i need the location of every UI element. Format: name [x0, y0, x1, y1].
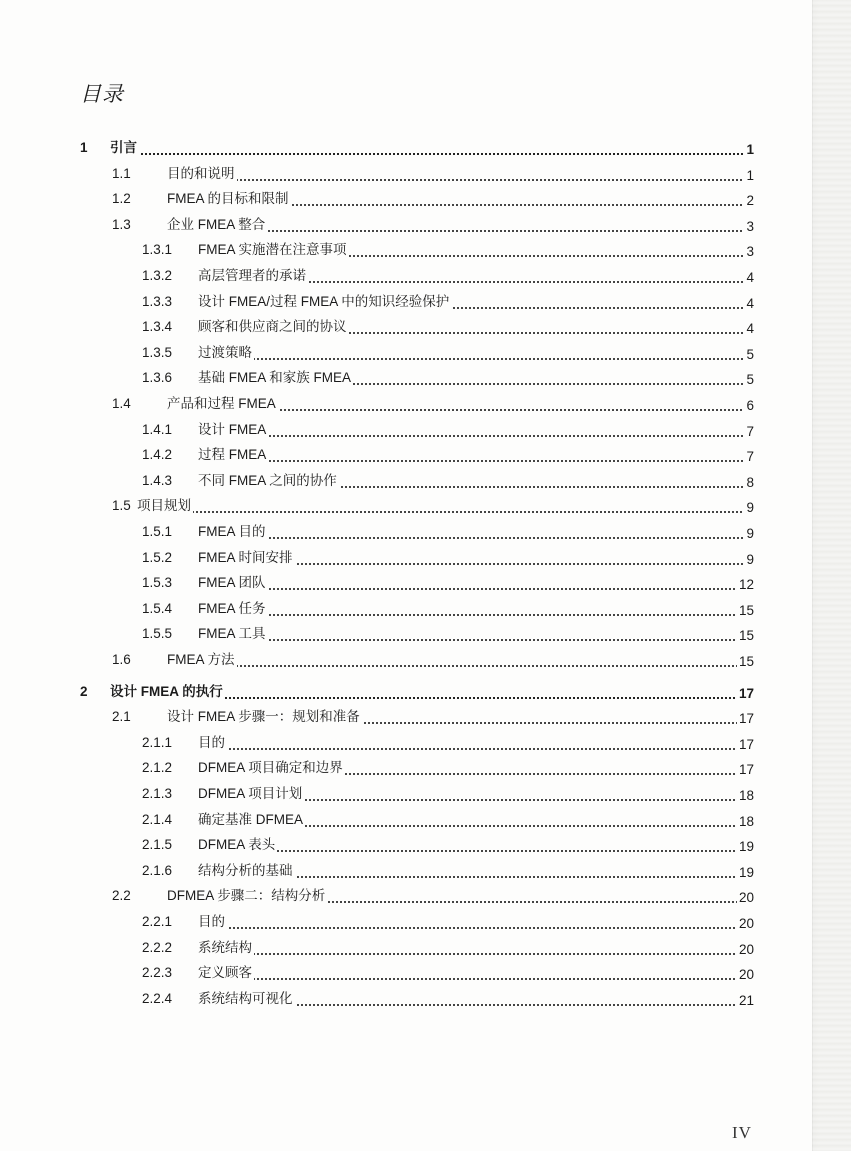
- toc-entry[interactable]: [0, 572, 812, 594]
- toc-entry[interactable]: [0, 809, 812, 831]
- toc-entry[interactable]: [0, 214, 812, 236]
- toc-section-number: 1: [80, 140, 88, 155]
- toc-section-title: 定义顾客: [198, 965, 252, 981]
- toc-section-number: 1.4.2: [142, 447, 173, 463]
- toc-entry[interactable]: [0, 163, 812, 185]
- toc-section-title: FMEA 目的: [198, 524, 266, 539]
- toc-section-number: 1.5: [112, 498, 131, 514]
- toc-entry[interactable]: [0, 860, 812, 882]
- toc-section-title: 产品和过程 FMEA: [167, 396, 276, 411]
- toc-page-number: 8: [746, 474, 754, 490]
- toc-section-number: 1.3.1: [142, 242, 173, 258]
- toc-entry[interactable]: [0, 342, 812, 364]
- toc-section-number: 1.3.4: [142, 319, 173, 335]
- toc-section-title: 确定基准 DFMEA: [198, 811, 304, 827]
- toc-section-title: FMEA 工具: [198, 626, 266, 642]
- toc-dot-leader: [198, 637, 746, 641]
- toc-page-number: 15: [738, 628, 754, 644]
- toc-dot-leader: [137, 509, 746, 513]
- toc-page-number: 20: [738, 916, 754, 931]
- toc-page-number: 4: [746, 321, 754, 337]
- toc-page-number: 17: [738, 711, 754, 727]
- toc-page-number: 3: [746, 218, 754, 234]
- toc-page-number: 15: [738, 654, 754, 669]
- toc-section-title: 企业 FMEA 整合: [167, 216, 266, 232]
- toc-section-number: 1.3.3: [142, 293, 173, 309]
- toc-section-number: 1.4.3: [142, 472, 173, 488]
- toc-section-title: 顾客和供应商之间的协议: [198, 319, 347, 335]
- toc-page-number: 15: [738, 602, 754, 618]
- toc-section-number: 1.3: [112, 216, 131, 232]
- toc-page-number: 17: [738, 685, 754, 701]
- toc-section-number: 2.1.6: [142, 862, 173, 878]
- toc-section-number: 2.1.2: [142, 760, 173, 776]
- toc-section-title: 系统结构可视化: [198, 990, 293, 1006]
- toc-section-title: FMEA 实施潜在注意事项: [198, 242, 347, 258]
- toc-page-number: 21: [738, 992, 754, 1008]
- toc-dot-leader: [110, 151, 746, 155]
- toc-entry[interactable]: [0, 598, 812, 620]
- toc-entry[interactable]: [0, 419, 812, 441]
- toc-entry[interactable]: [0, 291, 812, 313]
- toc-page-number: 6: [746, 398, 754, 413]
- toc-page-number: 19: [738, 864, 754, 880]
- toc-dot-leader: [167, 663, 746, 667]
- toc-section-title: FMEA 任务: [198, 600, 266, 616]
- toc-page-number: 4: [746, 270, 754, 285]
- toc-entry[interactable]: [0, 495, 812, 517]
- toc-dot-leader: [198, 925, 746, 929]
- toc-page-number: 9: [746, 551, 754, 567]
- toc-entry[interactable]: [0, 757, 812, 779]
- toc-entry[interactable]: [0, 265, 812, 287]
- toc-section-number: 1.4.1: [142, 421, 173, 437]
- toc-page-number: 5: [746, 372, 754, 388]
- toc-section-number: 2.2.2: [142, 939, 173, 955]
- toc-page-number: 3: [746, 244, 754, 260]
- toc-section-number: 2.2: [112, 888, 131, 904]
- toc-section-title: 项目规划: [137, 498, 191, 514]
- toc-page-number: 5: [746, 346, 754, 362]
- toc-section-title: DFMEA 步骤二：结构分析: [167, 888, 326, 904]
- toc-section-title: 设计 FMEA: [198, 421, 267, 437]
- toc-section-title: 过程 FMEA: [198, 447, 267, 463]
- toc-entry[interactable]: [0, 911, 812, 933]
- toc-entry[interactable]: [0, 444, 812, 466]
- toc-section-title: FMEA 的目标和限制: [167, 191, 289, 207]
- toc-section-title: 结构分析的基础: [198, 862, 293, 878]
- toc-section-title: 不同 FMEA 之间的协作: [198, 472, 337, 488]
- toc-entry[interactable]: [0, 988, 812, 1010]
- toc-entry[interactable]: [0, 834, 812, 856]
- toc-section-number: 1.3.2: [142, 268, 173, 283]
- toc-page-number: 20: [738, 941, 754, 957]
- toc-entry[interactable]: [0, 137, 812, 159]
- toc-section-number: 1.2: [112, 191, 131, 207]
- toc-entry[interactable]: [0, 470, 812, 492]
- toc-section-number: 2.2.4: [142, 990, 173, 1006]
- toc-dot-leader: [198, 612, 746, 616]
- toc-section-title: 过渡策略: [198, 344, 252, 360]
- toc-dot-leader: [198, 356, 746, 360]
- toc-page-number: 1: [746, 142, 754, 157]
- toc-section-title: 引言: [110, 140, 137, 155]
- toc-page-number: 7: [746, 423, 754, 439]
- toc-section-title: 目的和说明: [167, 165, 235, 181]
- toc-entry[interactable]: [0, 239, 812, 261]
- toc-section-title: DFMEA 项目确定和边界: [198, 760, 343, 776]
- toc-dot-leader: [198, 951, 746, 955]
- page-title: 目录: [80, 82, 124, 106]
- toc-section-number: 1.5.4: [142, 600, 173, 616]
- toc-section-number: 1.6: [112, 652, 131, 667]
- toc-section-number: 1.5.1: [142, 524, 173, 539]
- toc-section-title: 高层管理者的承诺: [198, 268, 306, 283]
- toc-section-title: DFMEA 表头: [198, 837, 276, 853]
- toc-dot-leader: [198, 535, 746, 539]
- toc-entry[interactable]: [0, 962, 812, 984]
- toc-page-number: 17: [738, 736, 754, 752]
- toc-section-title: 设计 FMEA 步骤一：规划和准备: [167, 709, 360, 725]
- toc-page-number: 7: [746, 449, 754, 465]
- toc-section-number: 1.3.6: [142, 370, 173, 386]
- toc-entry[interactable]: [0, 547, 812, 569]
- toc-section-title: FMEA 时间安排: [198, 549, 293, 565]
- toc-page-number: 1: [746, 167, 754, 183]
- toc-entry[interactable]: [0, 681, 812, 703]
- toc-section-number: 2.1.3: [142, 786, 173, 801]
- toc-section-title: 系统结构: [198, 939, 252, 955]
- toc-page-number: 2: [746, 193, 754, 209]
- toc-entry[interactable]: [0, 885, 812, 907]
- toc-dot-leader: [198, 746, 746, 750]
- toc-page-number: 20: [738, 967, 754, 983]
- toc-section-number: 1.4: [112, 396, 131, 411]
- toc-page-number: 9: [746, 500, 754, 516]
- toc-page-number: 19: [738, 839, 754, 855]
- toc-dot-leader: [198, 586, 746, 590]
- toc-section-number: 2: [80, 683, 88, 699]
- toc-page-number: 4: [746, 295, 754, 311]
- toc-page-number: 18: [738, 788, 754, 803]
- toc-dot-leader: [198, 458, 746, 462]
- toc-section-number: 2.1.4: [142, 811, 173, 827]
- toc-entry[interactable]: [0, 393, 812, 415]
- toc-entry[interactable]: [0, 316, 812, 338]
- toc-section-title: 设计 FMEA/过程 FMEA 中的知识经验保护: [198, 293, 450, 309]
- toc-section-title: FMEA 团队: [198, 575, 266, 591]
- toc-section-number: 1.5.5: [142, 626, 173, 642]
- toc-dot-leader: [198, 976, 746, 980]
- toc-section-title: FMEA 方法: [167, 652, 235, 667]
- toc-section-number: 2.1.1: [142, 734, 173, 750]
- scan-edge: [812, 0, 851, 1151]
- toc-entry[interactable]: [0, 649, 812, 671]
- toc-dot-leader: [198, 433, 746, 437]
- toc-entry[interactable]: [0, 623, 812, 645]
- toc-dot-leader: [167, 177, 746, 181]
- toc-dot-leader: [198, 848, 746, 852]
- toc-entry[interactable]: [0, 706, 812, 728]
- toc-page-number: 20: [738, 890, 754, 906]
- toc-page-number: 12: [738, 577, 754, 593]
- toc-section-number: 1.5.2: [142, 549, 173, 565]
- toc-section-number: 1.3.5: [142, 344, 173, 360]
- toc-section-title: 设计 FMEA 的执行: [110, 683, 223, 699]
- toc-section-number: 1.5.3: [142, 575, 173, 591]
- toc-section-number: 2.2.3: [142, 965, 173, 981]
- toc-entry[interactable]: [0, 783, 812, 805]
- toc-entry[interactable]: [0, 188, 812, 210]
- toc-page-number: 18: [738, 813, 754, 829]
- page-number: IV: [732, 1123, 752, 1142]
- toc-section-title: 目的: [198, 734, 225, 750]
- toc-section-number: 2.1.5: [142, 837, 173, 853]
- toc-entry[interactable]: [0, 732, 812, 754]
- toc-entry[interactable]: [0, 937, 812, 959]
- toc-section-number: 1.1: [112, 165, 131, 181]
- toc-section-title: 目的: [198, 914, 225, 929]
- toc-entry[interactable]: [0, 367, 812, 389]
- toc-section-number: 2.2.1: [142, 914, 173, 929]
- toc-section-number: 2.1: [112, 709, 131, 725]
- toc-section-title: 基础 FMEA 和家族 FMEA: [198, 370, 352, 386]
- toc-page-number: 17: [738, 762, 754, 778]
- toc-page-number: 9: [746, 526, 754, 541]
- toc-section-title: DFMEA 项目计划: [198, 786, 303, 801]
- toc-entry[interactable]: [0, 521, 812, 543]
